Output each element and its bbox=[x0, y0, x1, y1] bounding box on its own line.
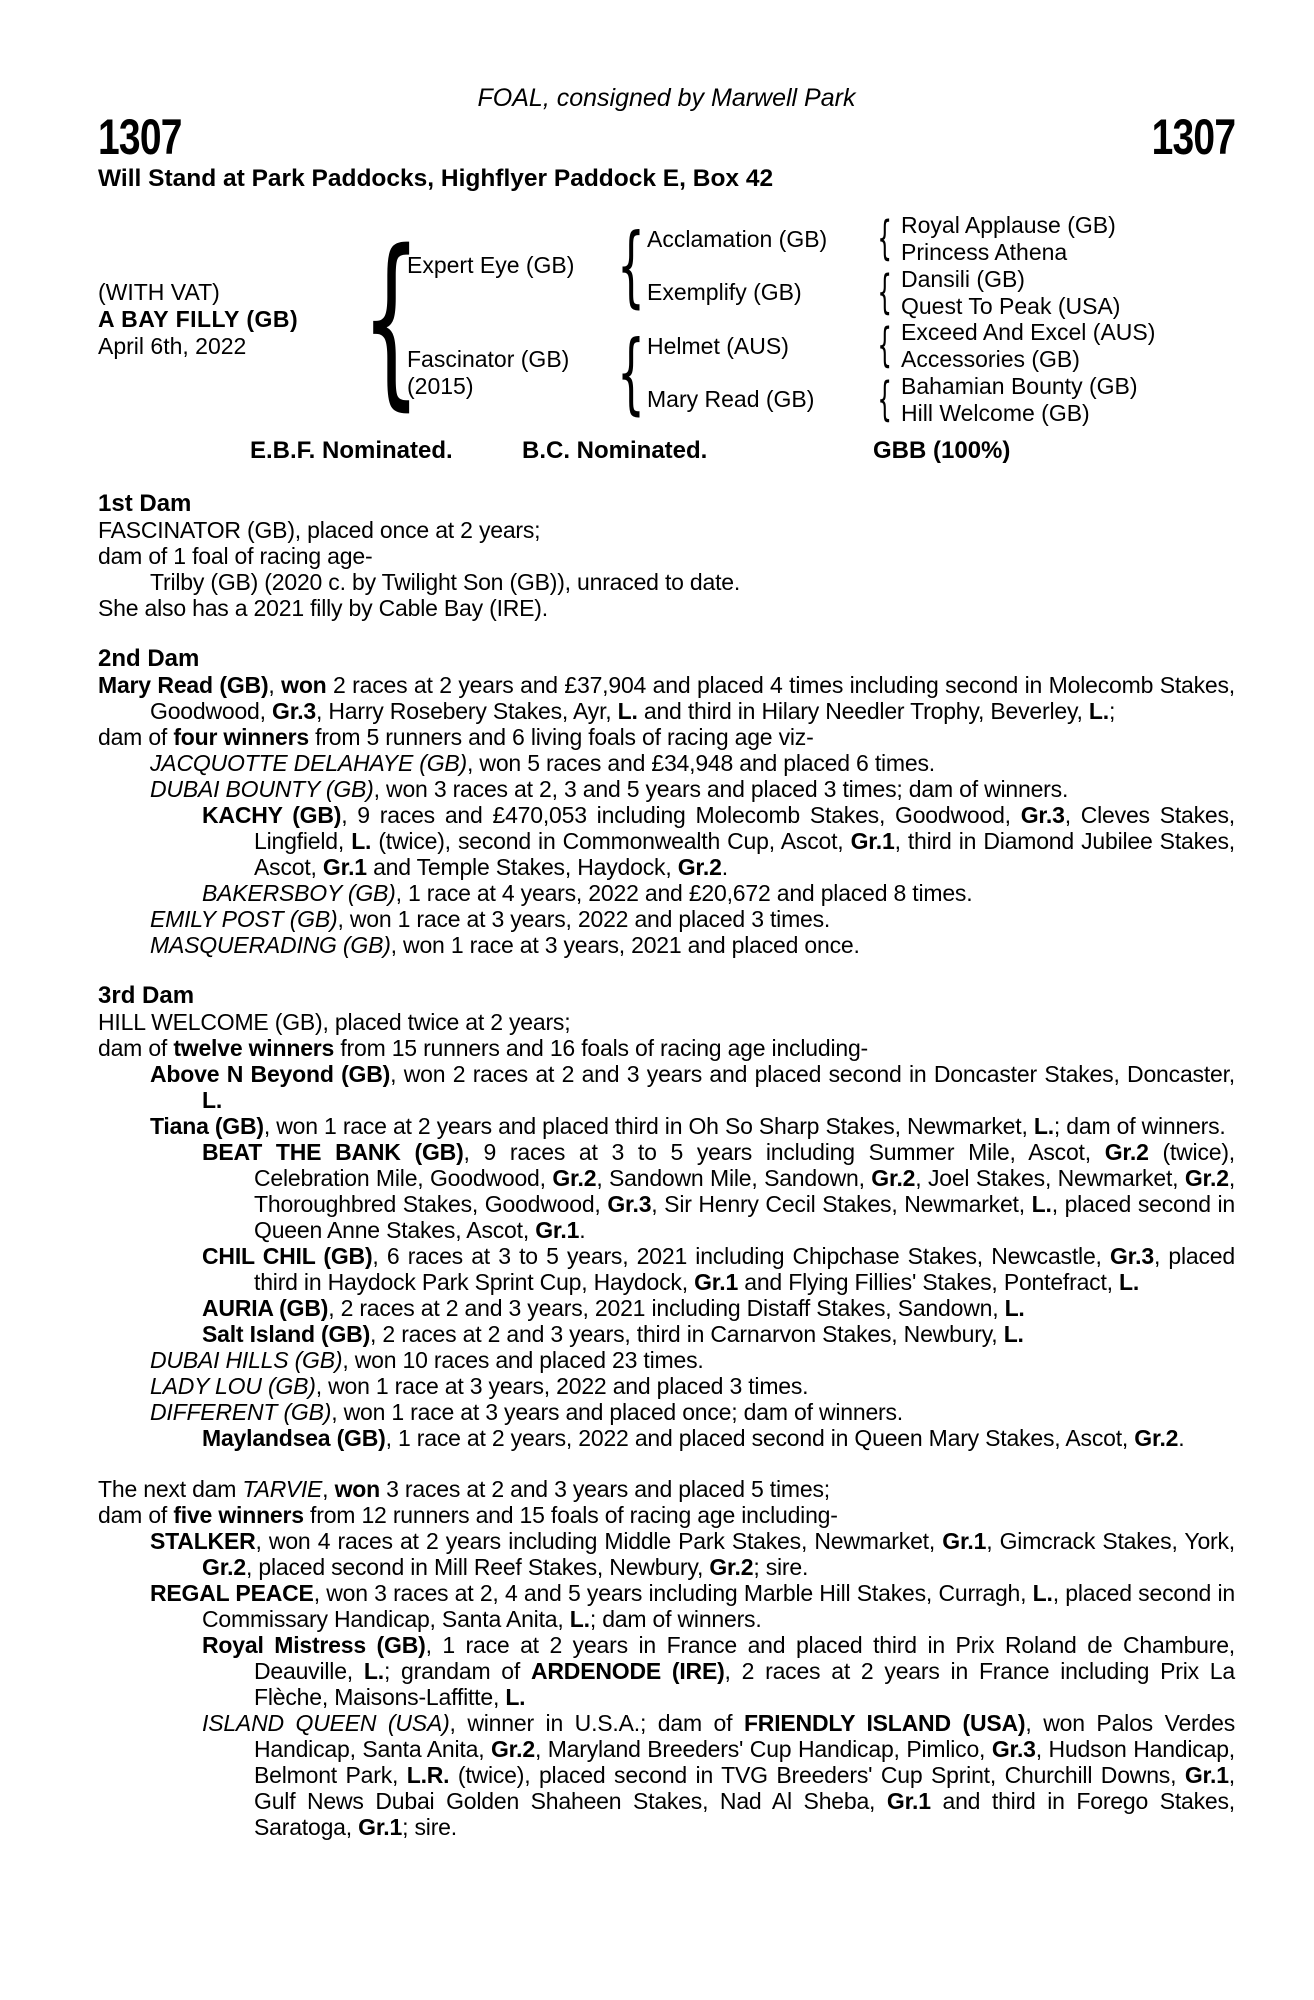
dam-name: Fascinator (GB) bbox=[407, 345, 570, 372]
pedigree-paragraph: Tiana (GB), won 1 race at 2 years and placed third in Oh So Sharp Stakes, Newmarket, L.; dam of winners. bbox=[150, 1113, 1226, 1139]
pedigree-paragraph: She also has a 2021 filly by Cable Bay (IRE). bbox=[98, 595, 548, 621]
pedigree-paragraph: AURIA (GB), 2 races at 2 and 3 years, 2021 including Distaff Stakes, Sandown, L. bbox=[202, 1295, 1025, 1321]
dam-section-heading: 3rd Dam bbox=[98, 982, 195, 1009]
sire-sire-name: Acclamation (GB) bbox=[647, 225, 828, 252]
pedigree-paragraph: DIFFERENT (GB), won 1 race at 3 years and placed once; dam of winners. bbox=[150, 1399, 903, 1425]
gbb-status: GBB (100%) bbox=[873, 437, 1011, 464]
dam-branch bbox=[407, 319, 1235, 426]
dam-sire-branch bbox=[647, 319, 1235, 373]
pedigree-paragraph: The next dam TARVIE, won 3 races at 2 and 3 years and placed 5 times; bbox=[98, 1476, 830, 1502]
pedigree-paragraph: MASQUERADING (GB), won 1 race at 3 years, 2021 and placed once. bbox=[150, 932, 860, 958]
pedigree-paragraph: dam of 1 foal of racing age- bbox=[98, 543, 373, 569]
sire-branch bbox=[407, 212, 1235, 319]
sire-sire-sire-name: Royal Applause (GB) bbox=[901, 212, 1116, 239]
pedigree-paragraph: EMILY POST (GB), won 1 race at 3 years, 2022 and placed 3 times. bbox=[150, 906, 831, 932]
ebf-nomination: E.B.F. Nominated. bbox=[250, 437, 453, 464]
pedigree-paragraph: JACQUOTTE DELAHAYE (GB), won 5 races and £34,948 and placed 6 times. bbox=[150, 750, 935, 776]
dam-dam-dam-name: Hill Welcome (GB) bbox=[901, 399, 1090, 426]
dam-section bbox=[98, 491, 1235, 621]
pedigree-brace: { bbox=[361, 210, 421, 428]
consignment-line: FOAL, consigned by Marwell Park bbox=[477, 84, 856, 112]
pedigree-paragraph: dam of twelve winners from 15 runners and 16 foals of racing age including- bbox=[98, 1035, 868, 1061]
pedigree-generation-1 bbox=[407, 212, 1235, 426]
dam-section bbox=[98, 646, 1235, 958]
dam-dam-sire-name: Bahamian Bounty (GB) bbox=[901, 372, 1138, 399]
sire-sire-dam-name: Princess Athena bbox=[901, 239, 1068, 266]
pedigree-paragraph: Above N Beyond (GB), won 2 races at 2 and 3 years and placed second in Doncaster Stakes, Doncaster, L. bbox=[150, 1061, 1235, 1113]
pedigree-paragraph: Maylandsea (GB), 1 race at 2 years, 2022 and placed second in Queen Mary Stakes, Ascot, Gr.2. bbox=[202, 1425, 1185, 1451]
dam-section-heading: 1st Dam bbox=[98, 490, 192, 517]
pedigree-paragraph: FASCINATOR (GB), placed once at 2 years; bbox=[98, 517, 541, 543]
pedigree-paragraph: BAKERSBOY (GB), 1 race at 4 years, 2022 and £20,672 and placed 8 times. bbox=[202, 880, 973, 906]
sire-dam-name: Exemplify (GB) bbox=[647, 279, 802, 306]
stand-location-line: Will Stand at Park Paddocks, Highflyer Paddock E, Box 42 bbox=[98, 165, 774, 192]
dam-sire-sire-name: Exceed And Excel (AUS) bbox=[901, 319, 1156, 346]
pedigree-paragraph: CHIL CHIL (GB), 6 races at 3 to 5 years, 2021 including Chipchase Stakes, Newcastle, Gr.3, placed third in Haydock Park Sprint Cup, Haydock, Gr.1 and Flying Fillies' Stakes, Pontefract, L. bbox=[202, 1243, 1235, 1295]
dam-dam-name: Mary Read (GB) bbox=[647, 386, 815, 413]
dam-section bbox=[98, 983, 1235, 1451]
pedigree-paragraph: Trilby (GB) (2020 c. by Twilight Son (GB)), unraced to date. bbox=[150, 569, 741, 595]
lot-number-row bbox=[98, 109, 1235, 165]
dam-sire-name: Helmet (AUS) bbox=[647, 332, 789, 359]
dam-year: (2015) bbox=[407, 372, 474, 399]
dam-section bbox=[98, 1476, 1235, 1840]
dam-sections bbox=[98, 491, 1235, 1840]
pedigree-paragraph: dam of five winners from 12 runners and 15 foals of racing age including- bbox=[98, 1502, 838, 1528]
sire-name: Expert Eye (GB) bbox=[407, 252, 575, 278]
pedigree-paragraph: Mary Read (GB), won 2 races at 2 years and £37,904 and placed 4 times including second in Molecomb Stakes, Goodwood, Gr.3, Harry Rosebery Stakes, Ayr, L. and third in Hilary Needler Trophy, Beverley, L.; bbox=[98, 672, 1235, 724]
dam-sire-dam-name: Accessories (GB) bbox=[901, 346, 1080, 373]
pedigree-paragraph: KACHY (GB), 9 races and £470,053 including Molecomb Stakes, Goodwood, Gr.3, Cleves Stakes, Lingfield, L. (twice), second in Commonwealth Cup, Ascot, Gr.1, third in Diamond Jubilee Stakes, Ascot, Gr.1 and Temple Stakes, Haydock, Gr.2. bbox=[202, 802, 1235, 880]
bc-nomination: B.C. Nominated. bbox=[522, 437, 708, 464]
pedigree-paragraph: REGAL PEACE, won 3 races at 2, 4 and 5 years including Marble Hill Stakes, Curragh, L., placed second in Commissary Handicap, Santa Anita, L.; dam of winners. bbox=[150, 1580, 1235, 1632]
pedigree-subject bbox=[98, 212, 375, 426]
lot-number-left: 1307 bbox=[98, 109, 182, 165]
dam-dam-branch bbox=[647, 373, 1235, 427]
nominations-line bbox=[98, 438, 1235, 466]
pedigree-paragraph: DUBAI HILLS (GB), won 10 races and placed 23 times. bbox=[150, 1347, 704, 1373]
pedigree-brace: { bbox=[877, 211, 893, 266]
subject-vat-note: (WITH VAT) bbox=[98, 278, 220, 305]
pedigree-paragraph: LADY LOU (GB), won 1 race at 3 years, 2022 and placed 3 times. bbox=[150, 1373, 809, 1399]
subject-foaling-date: April 6th, 2022 bbox=[98, 332, 247, 359]
pedigree-brace: { bbox=[877, 318, 893, 373]
dam-name-cell bbox=[407, 319, 615, 426]
pedigree-tree bbox=[98, 212, 1235, 426]
pedigree-paragraph: DUBAI BOUNTY (GB), won 3 races at 2, 3 and 5 years and placed 3 times; dam of winners. bbox=[150, 776, 1069, 802]
lot-number-right: 1307 bbox=[1151, 109, 1235, 165]
pedigree-paragraph: Salt Island (GB), 2 races at 2 and 3 years, third in Carnarvon Stakes, Newbury, L. bbox=[202, 1321, 1024, 1347]
subject-name: A BAY FILLY (GB) bbox=[98, 305, 299, 332]
sire-name-cell bbox=[407, 212, 615, 319]
sire-dam-sire-name: Dansili (GB) bbox=[901, 265, 1025, 292]
pedigree-paragraph: STALKER, won 4 races at 2 years including Middle Park Stakes, Newmarket, Gr.1, Gimcrack Stakes, York, Gr.2, placed second in Mill Reef Stakes, Newbury, Gr.2; sire. bbox=[150, 1528, 1235, 1580]
pedigree-brace: { bbox=[617, 320, 645, 424]
pedigree-brace: { bbox=[617, 213, 645, 317]
sire-sire-branch bbox=[647, 212, 1235, 266]
pedigree-paragraph: Royal Mistress (GB), 1 race at 2 years in France and placed third in Prix Roland de Chambure, Deauville, L.; grandam of ARDENODE (IRE), 2 races at 2 years in France including Prix La Flèche, Maisons-Laffitte, L. bbox=[202, 1632, 1235, 1710]
pedigree-paragraph: HILL WELCOME (GB), placed twice at 2 years; bbox=[98, 1009, 571, 1035]
sire-dam-dam-name: Quest To Peak (USA) bbox=[901, 292, 1121, 319]
pedigree-paragraph: ISLAND QUEEN (USA), winner in U.S.A.; dam of FRIENDLY ISLAND (USA), won Palos Verdes Handicap, Santa Anita, Gr.2, Maryland Breeders' Cup Handicap, Pimlico, Gr.3, Hudson Handicap, Belmont Park, L.R. (twice), placed second in TVG Breeders' Cup Sprint, Churchill Downs, Gr.1, Gulf News Dubai Golden Shaheen Stakes, Nad Al Sheba, Gr.1 and third in Forego Stakes, Saratoga, Gr.1; sire. bbox=[202, 1710, 1236, 1840]
dam-section-heading: 2nd Dam bbox=[98, 645, 200, 672]
sire-dam-branch bbox=[647, 266, 1235, 320]
pedigree-brace: { bbox=[877, 264, 893, 319]
pedigree-brace: { bbox=[877, 371, 893, 426]
pedigree-paragraph: BEAT THE BANK (GB), 9 races at 3 to 5 years including Summer Mile, Ascot, Gr.2 (twice), Celebration Mile, Goodwood, Gr.2, Sandown Mile, Sandown, Gr.2, Joel Stakes, Newmarket, Gr.2, Thoroughbred Stakes, Goodwood, Gr.3, Sir Henry Cecil Stakes, Newmarket, L., placed second in Queen Anne Stakes, Ascot, Gr.1. bbox=[202, 1139, 1236, 1243]
pedigree-paragraph: dam of four winners from 5 runners and 6 living foals of racing age viz- bbox=[98, 724, 814, 750]
